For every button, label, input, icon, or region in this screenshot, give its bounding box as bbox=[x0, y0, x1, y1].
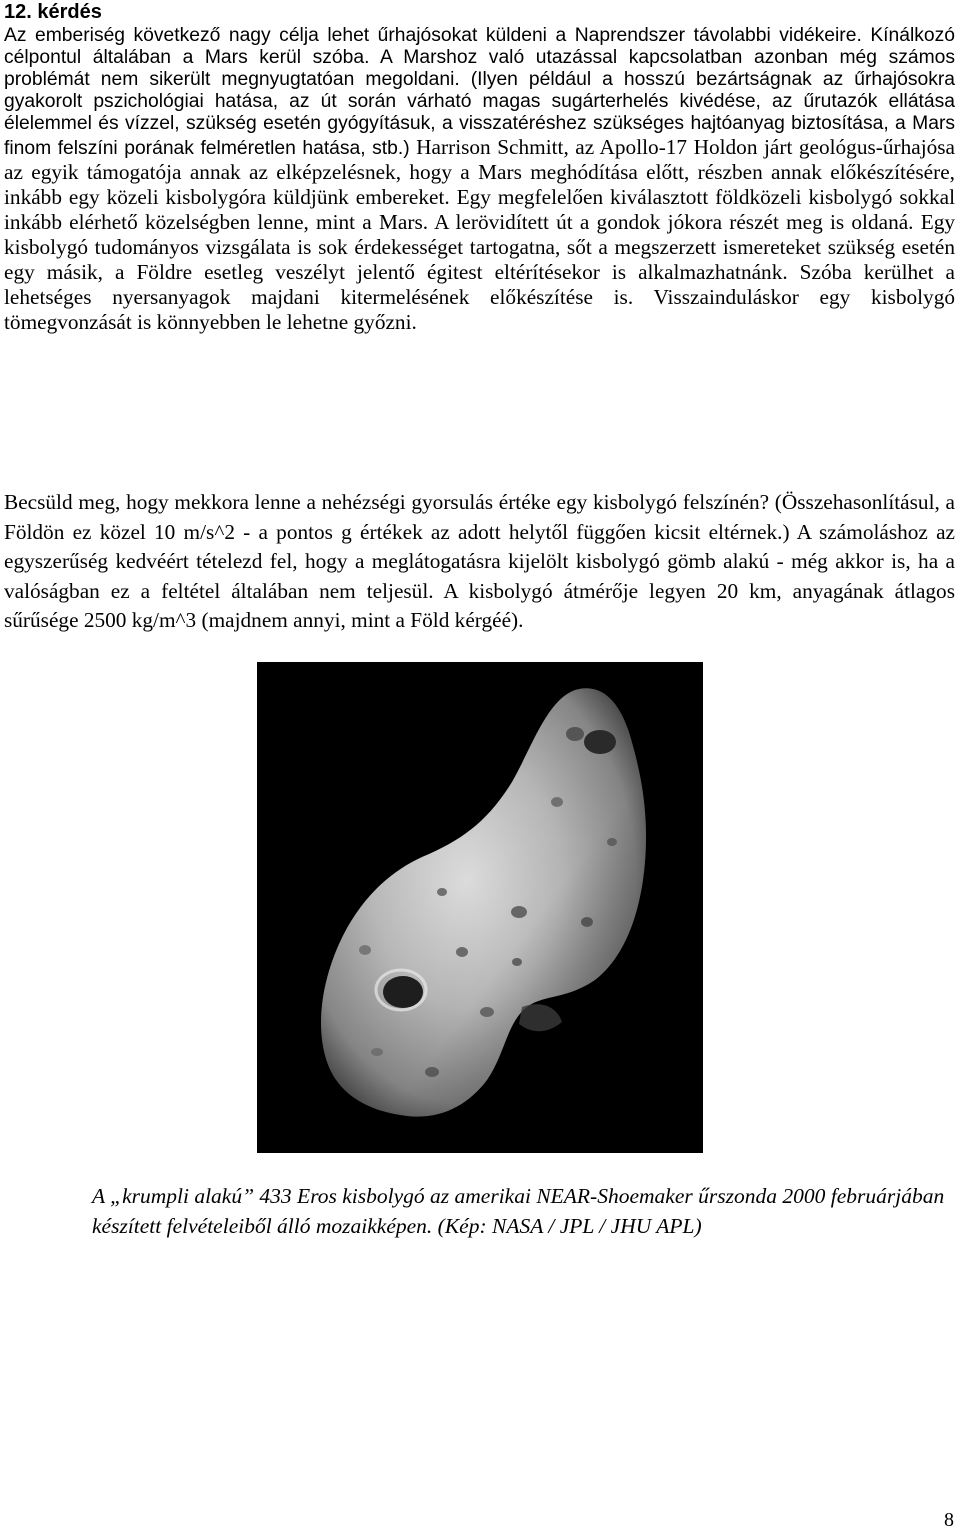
crater bbox=[437, 888, 447, 896]
intro-paragraph bbox=[4, 25, 955, 335]
crater bbox=[383, 976, 423, 1008]
asteroid-photo bbox=[257, 662, 703, 1153]
crater bbox=[581, 917, 593, 927]
photo-caption: A „krumpli alakú” 433 Eros kisbolygó az amerikai NEAR-Shoemaker űrszonda 2000 februárjában készített felvételeiből álló mozaikképen. (Kép: NASA / JPL / JHU APL) bbox=[92, 1184, 945, 1238]
page-number: 8 bbox=[944, 1509, 954, 1531]
intro-text-sans: Az emberiség következő nagy célja lehet űrhajósokat küldeni a Naprendszer távolabbi vidékeire. Kínálkozó célpontul általában a Mars kerül szóba. A Marshoz való utazással kapcsolatban azonban még számos problémát nem sikerült megnyugtatóan megoldani. (Ilyen például a hosszú bezártságnak az űrhajósokra gyakorolt pszichológiai hatása, az út során várható magas sugárterhelés kivédése, az űrutazók ellátása élelemmel és vízzel, szükség esetén gyógyításuk, a visszatéréshez szükséges hajtóanyag biztosítása, a Mars finom felszíni porának felméretlen hatása, stb.) bbox=[4, 25, 955, 159]
crater bbox=[371, 1048, 383, 1056]
crater bbox=[359, 945, 371, 955]
crater bbox=[480, 1007, 494, 1017]
crater bbox=[511, 906, 527, 918]
crater bbox=[584, 730, 616, 754]
intro-text-serif: Harrison Schmitt, az Apollo-17 Holdon járt geológus-űrhajósa az egyik támogatója annak az elképzelésnek, hogy a Mars meghódítása előtt, részben annak előkészítésére, inkább egy közeli kisbolygóra küldjünk embereket. Egy megfelelően kiválasztott földközeli kisbolygó sokkal inkább elérhető közelségben lenne, mint a Mars. A lerövidített út a gondok jókora részét meg is oldaná. Egy kisbolygó tudományos vizsgálata is sok érdekességet tartogatna, sőt a megszerzett ismereteket szükség esetén egy másik, a Földre esetleg veszélyt jelentő égitest eltérítésekor is alkalmazhatnánk. Szóba kerülhet a lehetséges nyersanyagok majdani kitermelésének előkészítése is. Visszainduláskor egy kisbolygó tömegvonzását is könnyebben le lehetne győzni. bbox=[4, 135, 956, 334]
crater bbox=[551, 797, 563, 807]
crater bbox=[456, 947, 468, 957]
crater bbox=[512, 958, 522, 966]
asteroid-image bbox=[257, 662, 703, 1153]
crater bbox=[607, 838, 617, 846]
crater bbox=[425, 1067, 439, 1077]
question-heading: 12. kérdés bbox=[4, 1, 102, 23]
crater bbox=[566, 727, 584, 741]
task-paragraph: Becsüld meg, hogy mekkora lenne a nehézségi gyorsulás értéke egy kisbolygó felszínén? (Összehasonlításul, a Földön ez közel 10 m/s^2 - a pontos g értékek az adott helytől függően kicsit eltérnek.) A számoláshoz az egyszerűség kedvéért tételezd fel, hogy a meglátogatásra kijelölt kisbolygó gömb alakú - még akkor is, ha a valóságban ez a feltétel általában nem teljesül. A kisbolygó átmérője legyen 20 km, anyagának átlagos sűrűsége 2500 kg/m^3 (majdnem annyi, mint a Föld kérgéé). bbox=[4, 490, 955, 632]
